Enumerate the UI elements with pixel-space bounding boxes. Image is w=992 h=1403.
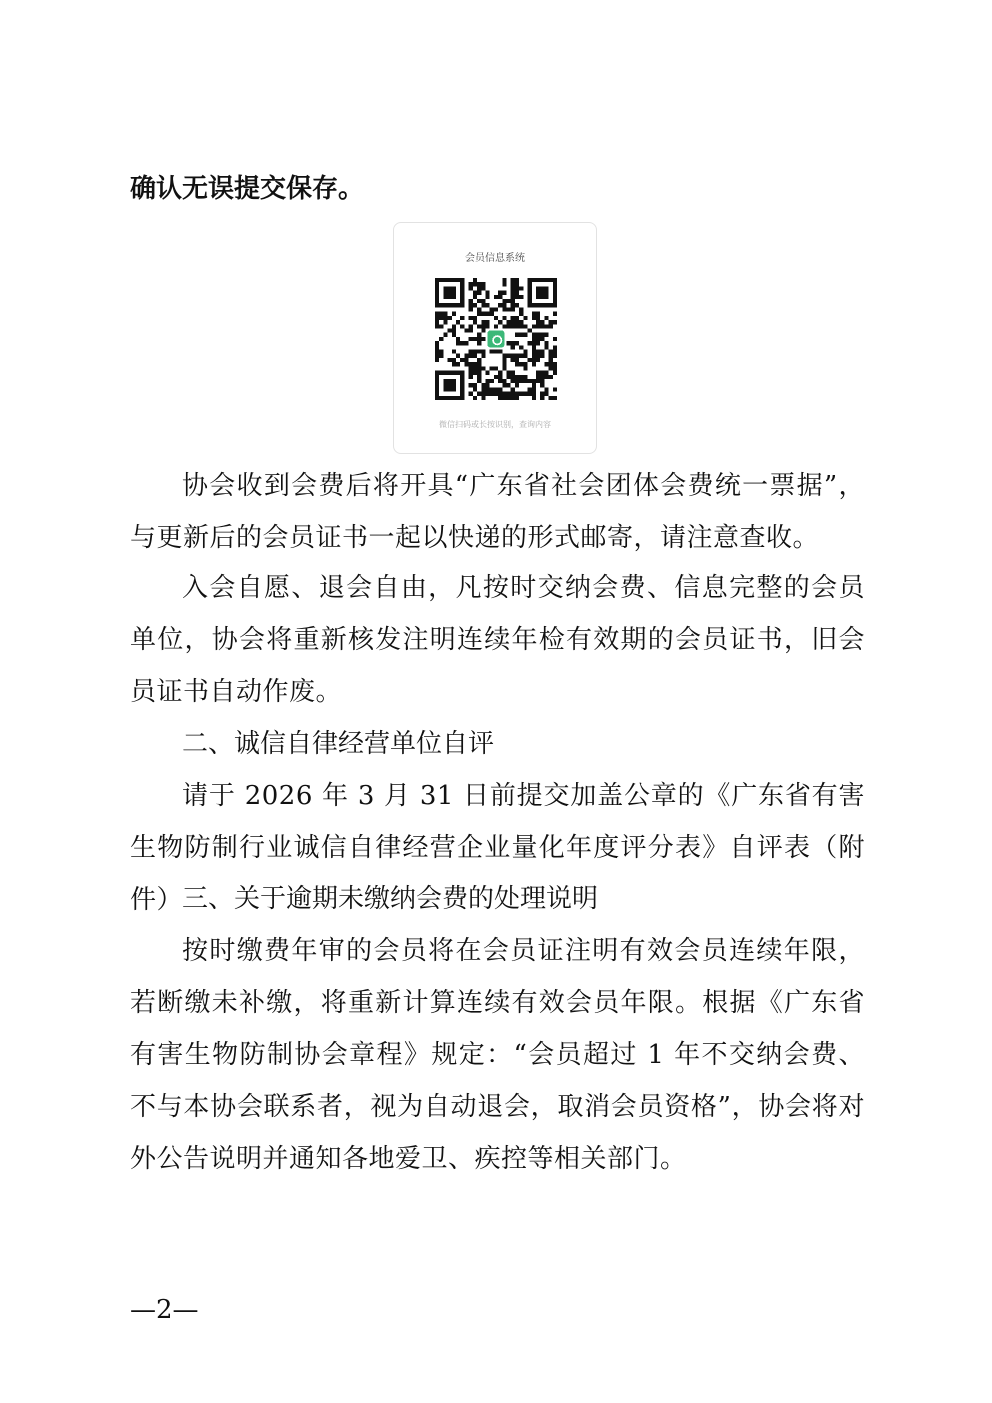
page-number: —2—: [130, 1295, 199, 1325]
qr-code-icon[interactable]: [435, 278, 557, 400]
paragraph-membership: 入会自愿、退会自由，凡按时交纳会费、信息完整的会员单位，协会将重新核发注明连续年检有效期的会员证书，旧会员证书自动作废。: [130, 573, 865, 707]
paragraph-overdue: 按时缴费年审的会员将在会员证注明有效会员连续年限，若断缴未补缴，将重新计算连续有效会员年限。根据《广东省有害生物防制协会章程》规定：“会员超过 1 年不交纳会费、不与本协会联系者，视为自动退会，取消会员资格”，协会将对外公告说明并通知各地爱卫、疾控等相关部门。: [130, 936, 865, 1174]
paragraph-self-assessment: 请于 2026 年 3 月 31 日前提交加盖公章的《广东省有害生物防制行业诚信自律经营企业量化年度评分表》自评表（附件）: [130, 781, 865, 915]
qr-title: 会员信息系统: [465, 253, 525, 264]
section-heading-2: 二、诚信自律经营单位自评: [182, 729, 495, 759]
qr-card[interactable]: [393, 222, 597, 454]
paragraph-invoice: 协会收到会费后将开具“广东省社会团体会费统一票据”，与更新后的会员证书一起以快递的形式邮寄，请注意查收。: [130, 471, 865, 553]
section-heading-3: 三、关于逾期未缴纳会费的处理说明: [182, 884, 599, 914]
qr-hint: 微信扫码或长按识别，查询内容: [439, 420, 551, 429]
lead-line: 确认无误提交保存。: [130, 174, 365, 204]
